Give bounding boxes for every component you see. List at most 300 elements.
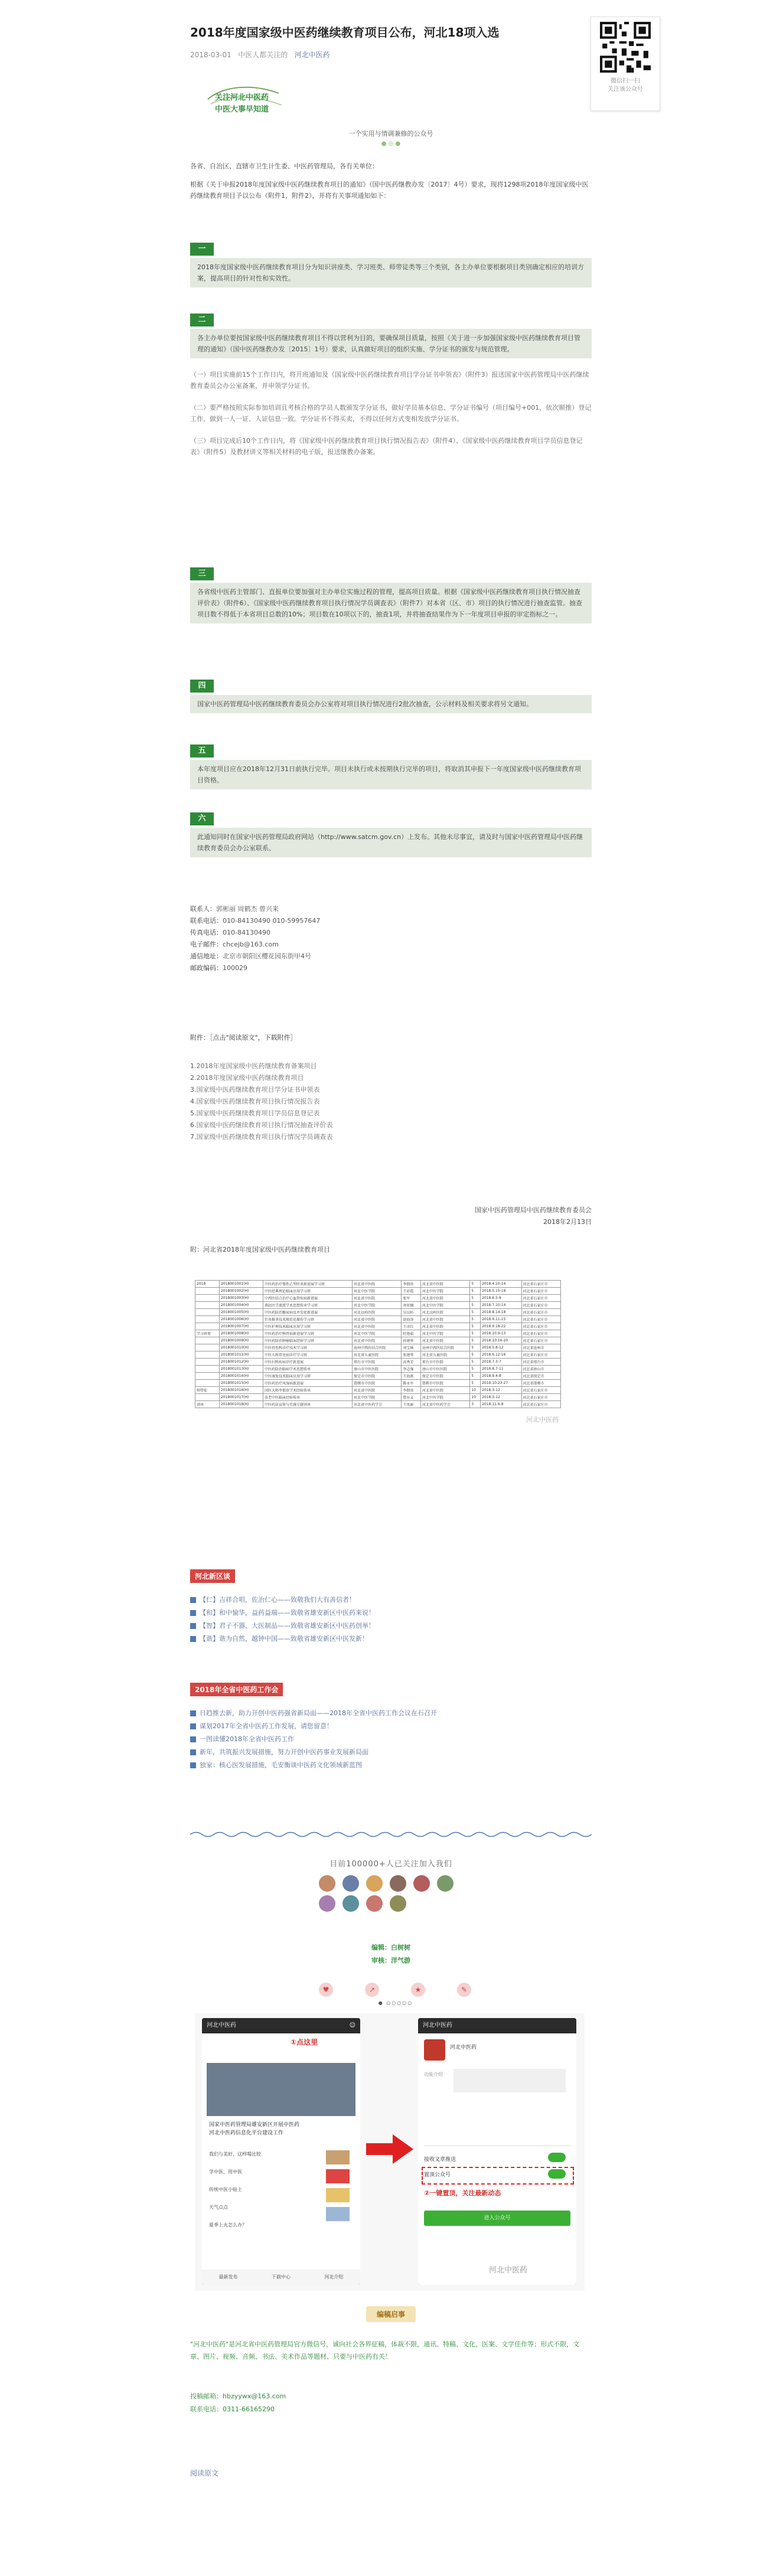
- contact-people: 郭彬丽 周鹤杰 曾兴来: [216, 905, 279, 913]
- table-cell: 2018.9.18-22: [481, 1323, 521, 1330]
- toggle-label-push: 接收文章推送: [424, 2157, 456, 2163]
- menu-tab[interactable]: 最新发布: [218, 2274, 238, 2280]
- lead-news-title: [209, 2121, 351, 2137]
- arrow-right-icon: [366, 2134, 413, 2164]
- notice-text: "河北中医药"是河北省中医药管理局官方微信号，诚向社会各界征稿，体裁不限，通讯、特稿、文化、医案、文学佳作等；形式不限，文章、图片、视频、音频、书法、美术作品等题材、只要与中医药有关！: [190, 2340, 580, 2360]
- bullet-icon: [190, 1736, 196, 1742]
- submission-email: hbzyywx@163.com: [223, 2392, 286, 2400]
- table-cell: 2018.5.15-19: [481, 1288, 521, 1295]
- table-cell: 河北以岭医院: [353, 1309, 402, 1316]
- section-tag: 三: [190, 567, 214, 580]
- attachment-item[interactable]: 5.国家级中医药继续教育项目学员信息登记表: [190, 1109, 320, 1117]
- section-tag: 四: [190, 680, 214, 693]
- attachment-item[interactable]: 3.国家级中医药继续教育项目学分证书申领表: [190, 1086, 320, 1093]
- table-cell: 2018001008(H): [219, 1330, 263, 1337]
- news-list: [209, 2146, 321, 2234]
- table-cell: 河北省石家庄市: [521, 1337, 560, 1344]
- table-row: [195, 1288, 561, 1295]
- table-cell: 保定市中医院: [353, 1373, 402, 1380]
- table-cell: 张建华: [402, 1351, 421, 1359]
- table-row: [195, 1281, 561, 1288]
- signature-date: 2018年2月13日: [543, 1218, 592, 1226]
- avatar: [342, 1895, 359, 1912]
- table-cell: 河北省中医院: [353, 1295, 402, 1302]
- avatar-row: [319, 1875, 472, 1896]
- table-cell: 邯郸市中医院: [353, 1380, 402, 1387]
- qr-caption-2: 关注该公众号: [608, 86, 643, 93]
- news-title[interactable]: 【仁】吉祥合唱，佐治仁心——致敬我们大有善信者！: [200, 1596, 355, 1604]
- func-desc: [454, 2069, 566, 2092]
- hebei-news: [190, 1569, 592, 1645]
- table-cell: 河北省中医院: [420, 1316, 469, 1323]
- table-cell: 河北省石家庄市: [521, 1351, 560, 1359]
- table-cell: 河北省中医院: [353, 1387, 402, 1394]
- table-cell: 中医药治疗风湿病新进展: [263, 1380, 352, 1387]
- attachments: [190, 1032, 592, 1143]
- table-cell: [195, 1366, 220, 1373]
- table-cell: 河北省沧州市: [521, 1344, 560, 1351]
- banner-line-2: 中医大事早知道: [215, 105, 269, 114]
- news-link[interactable]: [190, 1746, 592, 1759]
- table-cell: 河北省中医院: [353, 1281, 402, 1288]
- publish-date: 2018-03-01: [190, 51, 231, 59]
- table-row: [195, 1323, 561, 1330]
- news-title[interactable]: 独家：核心医发展措施，毛安衡谈中医药文化领域新蓝图: [200, 1761, 362, 1769]
- bullet-icon: [190, 1710, 196, 1716]
- signature: [190, 1204, 592, 1228]
- table-cell: 河北中医学院: [353, 1288, 402, 1295]
- toggle-label-pin: 置顶公众号: [424, 2172, 451, 2178]
- table-row: [195, 1373, 561, 1380]
- table-cell: 王彩霞: [402, 1288, 421, 1295]
- table-cell: 河北省中医院: [353, 1337, 402, 1344]
- bullet-icon: [190, 1762, 196, 1768]
- table-cell: [195, 1344, 220, 1351]
- section-tag: 一: [190, 243, 214, 256]
- table-cell: 李佃贵: [402, 1387, 421, 1394]
- avatar: [366, 1895, 383, 1912]
- news-link[interactable]: [190, 1633, 592, 1645]
- guide-watermark: 河北中医药: [489, 2266, 528, 2275]
- attachment-item[interactable]: 7.国家级中医药继续教育项目执行情况学员调查表: [190, 1133, 333, 1141]
- table-row: [195, 1380, 561, 1387]
- table-cell: 2018001001(H): [219, 1281, 263, 1288]
- callout-pin: ②一键置顶，关注最新动态: [424, 2189, 501, 2197]
- table-cell: 中医经典理论临床应用学习班: [263, 1288, 352, 1295]
- table-cell: 2018.8.14-18: [481, 1309, 521, 1316]
- news-line: 学中医，用中医: [209, 2169, 242, 2175]
- table-cell: 沧州中西医结合医院: [420, 1344, 469, 1351]
- contact-phone: 010-84130490 010-59957647: [223, 917, 321, 925]
- account-link[interactable]: 河北中医药: [294, 51, 330, 59]
- table-cell: 邢台市中医院: [420, 1359, 469, 1366]
- contact-label: 联系人：: [190, 905, 216, 913]
- contact-block: [190, 903, 592, 974]
- table-cell: 邢台市中医院: [353, 1359, 402, 1366]
- table-cell: 杜艳茹: [402, 1330, 421, 1337]
- table-cell: 2018001016(H): [219, 1387, 263, 1394]
- table-cell: 王海燕: [402, 1373, 421, 1380]
- table-row: [195, 1302, 561, 1309]
- section-tag: 六: [190, 812, 214, 825]
- editor-name: 白树树: [391, 1944, 410, 1951]
- follow-guide: [195, 2013, 585, 2291]
- news-title[interactable]: 【和】和中愉华，益药益瑞——致敬省雄安新区中医药来说！: [200, 1609, 375, 1617]
- table-cell: 3: [470, 1401, 481, 1408]
- contact-label: 电子邮件：: [190, 941, 223, 948]
- table-cell: 中医药防治糖尿病及并发症新进展: [263, 1309, 352, 1316]
- banner-line-1: 关注河北中医药: [215, 93, 269, 102]
- section-4: [190, 679, 592, 713]
- section-6: [190, 812, 592, 857]
- thumb: [326, 2188, 350, 2202]
- table-cell: [195, 1288, 220, 1295]
- table-cell: 河北省邢台市: [521, 1359, 560, 1366]
- news-link[interactable]: [190, 1733, 592, 1746]
- avatar: [319, 1895, 335, 1912]
- table-cell: 讲座: [195, 1401, 220, 1408]
- notice-badge-wrap: [190, 2306, 592, 2322]
- attachment-item[interactable]: 4.国家级中医药继续教育项目执行情况报告表: [190, 1098, 320, 1105]
- table-cell: 中医康复技术临床应用学习班: [263, 1373, 352, 1380]
- news-photo: [207, 2063, 355, 2116]
- news-title[interactable]: 日趋推去新，助力开创中医药强省新局面——2018年全省中医药工作会议在石召开: [200, 1709, 437, 1717]
- table-row: [195, 1394, 561, 1401]
- like-icon[interactable]: ♥: [319, 1983, 333, 1997]
- table-cell: 河北省保定市: [521, 1373, 560, 1380]
- section-tag: 二: [190, 314, 214, 327]
- table-row: [195, 1351, 561, 1359]
- attachments-list: [190, 1060, 592, 1143]
- table-cell: 唐山市中医医院: [353, 1366, 402, 1373]
- conference-news-list: [190, 1707, 592, 1772]
- table-cell: 2018001017(H): [219, 1394, 263, 1401]
- news-line: 国家中医药管理局雄安新区开展中医药: [209, 2122, 300, 2128]
- hebei-news-banner: 河北新区谈: [190, 1569, 235, 1583]
- table-row: [195, 1309, 561, 1316]
- table-cell: [195, 1337, 220, 1344]
- table-cell: 高秀芳: [402, 1359, 421, 1366]
- table-cell: 王凤丽: [402, 1401, 421, 1408]
- editor-label: 编辑：: [371, 1944, 391, 1951]
- news-link[interactable]: [190, 1607, 592, 1620]
- table-cell: 10: [470, 1387, 481, 1394]
- attachment-link[interactable]: 国家级中医药继续教育项目执行情况学员调查表: [196, 1133, 333, 1141]
- table-cell: 5: [470, 1373, 481, 1380]
- table-cell: 河北中医学院: [420, 1302, 469, 1309]
- table-row: [195, 1401, 561, 1408]
- table-cell: 2018.9.11-15: [481, 1316, 521, 1323]
- table-cell: 河北中医学院: [353, 1394, 402, 1401]
- table-cell: 陈永军: [402, 1380, 421, 1387]
- table-cell: 5: [470, 1316, 481, 1323]
- table-cell: 中医药法宣传与实施专题讲座: [263, 1401, 352, 1408]
- table-row: [195, 1295, 561, 1302]
- table-cell: 中医妇科疾病诊疗新进展: [263, 1359, 352, 1366]
- table-cell: 5: [470, 1351, 481, 1359]
- table-cell: 曹东义: [402, 1394, 421, 1401]
- contact-fax: 010-84130490: [223, 929, 270, 936]
- table-cell: 河北省石家庄市: [521, 1394, 560, 1401]
- phone-right: [418, 2018, 576, 2285]
- table-row: [195, 1387, 561, 1394]
- table-cell: [195, 1323, 220, 1330]
- section-2: [190, 313, 592, 458]
- table-cell: 中医骨伤科诊疗技术学习班: [263, 1344, 352, 1351]
- avatar: [319, 1875, 335, 1892]
- table-cell: 中医药治疗慢性乙型肝炎新进展学习班: [263, 1281, 352, 1288]
- news-link[interactable]: [190, 1594, 592, 1607]
- enter-account-button[interactable]: 进入公众号: [424, 2211, 570, 2226]
- phone-left-title: 河北中医药: [207, 2022, 236, 2029]
- table-cell: 河北省中医药学会: [420, 1401, 469, 1408]
- table-cell: 河北中医学院: [420, 1394, 469, 1401]
- signature-org: 国家中医药管理局中医药继续教育委员会: [475, 1206, 592, 1214]
- table-cell: 5: [470, 1288, 481, 1295]
- avatar: [437, 1875, 454, 1892]
- table-cell: 赵海涛: [402, 1316, 421, 1323]
- table-cell: 张军: [402, 1295, 421, 1302]
- menu-tab[interactable]: 河北介绍: [324, 2274, 344, 2280]
- contact-address: 北京市朝阳区樱花园东街甲4号: [223, 952, 311, 960]
- table-cell: 2018.11.6-8: [481, 1401, 521, 1408]
- table-cell: 河北省儿童医院: [353, 1351, 402, 1359]
- attachment-link[interactable]: 2018年度国家级中医药继续教育项目: [196, 1074, 304, 1082]
- table-cell: 河北省石家庄市: [521, 1401, 560, 1408]
- table-cell: 2018001003(H): [219, 1295, 263, 1302]
- section-paragraph: 各省级中医药主管部门、直报单位要加强对主办单位实施过程的管理，提高项目质量。根据《国家级中医药继续教育项目执行情况抽查评价表》（附件6）、《国家级中医药继续教育项目执行情况学员调查表》（附件7）对本省（区、市）项目的执行情况进行抽查监管。抽查项目数不得低于本省项目总数的10%；项目数在10项以下的，抽查1项，并将抽查结果作为下一年度项目申报的审定指标之一。: [197, 588, 582, 618]
- func-label: 功能介绍: [424, 2072, 443, 2077]
- table-row: [195, 1359, 561, 1366]
- table-cell: [195, 1316, 220, 1323]
- section-subparagraph: （一）项目实施前15个工作日内，将开班通知及《国家级中医药继续教育项目学分证书申领表》（附件3）报送国家中医药管理局中医药继续教育委员会办公室备案，并申领学分证书。: [190, 371, 589, 390]
- attachment-item[interactable]: 6.国家级中医药继续教育项目执行情况抽查评价表: [190, 1121, 333, 1129]
- table-cell: 2018.8.7-11: [481, 1366, 521, 1373]
- push-toggle[interactable]: [548, 2153, 566, 2162]
- news-line: 河北中医药信息化平台建设工作: [209, 2130, 284, 2136]
- news-link[interactable]: [190, 1620, 592, 1633]
- attachment-link[interactable]: 国家级中医药继续教育项目执行情况报告表: [196, 1098, 320, 1105]
- attachment-item[interactable]: 1.2018年度国家级中医药继续教育备案项目: [190, 1062, 317, 1070]
- table-cell: 河北省石家庄市: [521, 1295, 560, 1302]
- table-cell: 李佃贵: [402, 1281, 421, 1288]
- table-cell: [195, 1295, 220, 1302]
- table-cell: [195, 1380, 220, 1387]
- attachment-link[interactable]: 国家级中医药继续教育项目学分证书申领表: [196, 1086, 320, 1093]
- notice-badge: 编稿启事: [366, 2306, 416, 2322]
- conference-news: [190, 1683, 592, 1772]
- share-icon[interactable]: ↗: [365, 1983, 379, 1997]
- attachment-link[interactable]: 国家级中医药继续教育项目执行情况抽查评价表: [196, 1121, 333, 1129]
- table-cell: [195, 1359, 220, 1366]
- table-cell: 2018.7.3-7: [481, 1359, 521, 1366]
- table-cell: 河北省石家庄市: [521, 1330, 560, 1337]
- phone-label: 联系电话：: [190, 2405, 223, 2413]
- attachment-link[interactable]: 国家级中医药继续教育项目学员信息登记表: [196, 1109, 320, 1117]
- qr-card: [590, 17, 660, 111]
- avatar: [390, 1895, 406, 1912]
- table-row: [195, 1344, 561, 1351]
- table-cell: 针灸推拿技术规范化操作学习班: [263, 1316, 352, 1323]
- table-cell: 2018.10.9-13: [481, 1330, 521, 1337]
- bullet-icon: [190, 1610, 196, 1616]
- table-row: [195, 1316, 561, 1323]
- table-cell: 中医药防治脑病学术思想传承: [263, 1366, 352, 1373]
- table-cell: 中医护理技术临床应用学习班: [263, 1323, 352, 1330]
- section-subparagraph: （三）项目完成后10个工作日内，将《国家级中医药继续教育项目执行情况报告表》（附件4）、《国家级中医药继续教育项目学员信息登记表》（附件5）及教材讲义等相关材料的电子版，报送继教办备案。: [190, 437, 583, 456]
- conference-news-banner: 2018年全省中医药工作会: [190, 1683, 283, 1696]
- table-cell: 2018.6.5-9: [481, 1295, 521, 1302]
- news-line: 传统中医小贴士: [209, 2187, 242, 2192]
- table-cell: 2018.9.4-8: [481, 1373, 521, 1380]
- callout-click-here: ①点这里: [291, 2038, 318, 2046]
- table-cell: 河北省儿童医院: [420, 1351, 469, 1359]
- table-cell: 中医药治疗脾胃病新进展学习班: [263, 1330, 352, 1337]
- news-title[interactable]: 一图读懂2018年全省中医药工作: [200, 1735, 294, 1743]
- table-cell: 2018.6.12-16: [481, 1351, 521, 1359]
- pin-toggle[interactable]: [548, 2169, 566, 2179]
- annex-note: 附：河北省2018年度国家级中医药继续教育项目: [190, 1246, 330, 1253]
- table-cell: 河北省邯郸市: [521, 1380, 560, 1387]
- article-title: 2018年度国家级中医药继续教育项目公布，河北18项入选: [190, 25, 500, 40]
- menu-tab[interactable]: 下载中心: [271, 2274, 291, 2280]
- table-cell: 河北省石家庄市: [521, 1302, 560, 1309]
- bottom-menu: [202, 2270, 360, 2285]
- wave-divider: [190, 1830, 592, 1839]
- news-line: 天气点点: [209, 2205, 228, 2210]
- news-title[interactable]: 新年，共筑振兴发展措施，努力开创中医药事业发展新局面: [200, 1748, 368, 1756]
- contact-label: 通信地址：: [190, 952, 223, 960]
- news-link[interactable]: [190, 1707, 592, 1720]
- table-cell: 河北省中医院: [353, 1323, 402, 1330]
- project-table: [195, 1280, 573, 1428]
- table-cell: 河北以岭医院: [420, 1309, 469, 1316]
- table-cell: 中西医结合治疗心血管疾病新进展: [263, 1295, 352, 1302]
- table-cell: 河北中医学院: [353, 1302, 402, 1309]
- table-cell: 保定市中医院: [420, 1373, 469, 1380]
- table-cell: 河北省中医院: [420, 1387, 469, 1394]
- table-cell: 河北省中医院: [420, 1295, 469, 1302]
- credits: [190, 1941, 592, 1967]
- table-cell: 学习班类: [195, 1330, 220, 1337]
- greeting: 各省、自治区、直辖市卫生计生委、中医药管理局，各有关单位：: [190, 162, 379, 170]
- account-logo: [424, 2039, 445, 2061]
- table-cell: 5: [470, 1281, 481, 1288]
- table-cell: 国医大师李佃贵学术经验传承: [263, 1387, 352, 1394]
- section-paragraph: 本年度项目应在2018年12月31日前执行完毕。项目未执行或未按期执行完毕的项目，将取消其申报下一年度国家级中医药继续教育项目资格。: [197, 765, 581, 784]
- avatar: [342, 1875, 359, 1892]
- qr-code-icon: [600, 22, 651, 73]
- news-title[interactable]: 【谐】谐为自然，越钟中国——致敬省雄安新区中医发新！: [200, 1635, 368, 1643]
- account-banner: [190, 81, 592, 146]
- avatar: [390, 1875, 406, 1892]
- table-watermark: 河北中医药: [526, 1416, 559, 1424]
- table-cell: [195, 1309, 220, 1316]
- attachment-link[interactable]: 2018年度国家级中医药继续教育备案项目: [196, 1062, 317, 1070]
- contact-label: 邮政编码：: [190, 964, 223, 972]
- news-link[interactable]: [190, 1720, 592, 1733]
- table-cell: 5: [470, 1309, 481, 1316]
- section-paragraph: 2018年度国家级中医药继续教育项目分为知识讲座类、学习班类、师带徒类等三个类别，各主办单位要根据项目类别确定相应的培训方案，提高项目的针对性和实效性。: [197, 263, 584, 282]
- table-cell: 2018.10.23-27: [481, 1380, 521, 1387]
- news-title[interactable]: 谋划2017年全省中医药工作发展，请您留意！: [200, 1722, 333, 1730]
- table-cell: 2018001007(H): [219, 1323, 263, 1330]
- table-cell: 2018001018(H): [219, 1401, 263, 1408]
- table-cell: 2018001011(H): [219, 1351, 263, 1359]
- table-cell: 2018001013(H): [219, 1366, 263, 1373]
- section-subparagraph: （二）要严格按照实际参加培训且考核合格的学员人数颁发学分证书，做好学员基本信息、学分证书编号（项目编号+001，依次顺推）登记工作，做到一人一证、人证信息一致。学分证书不得买卖，不得以任何方式变相发放学分证书。: [190, 404, 592, 423]
- avatar: [366, 1875, 383, 1892]
- comment-icon[interactable]: ✎: [457, 1983, 471, 1997]
- table-cell: 中医儿科常见病诊疗学习班: [263, 1351, 352, 1359]
- table-cell: 2018001009(H): [219, 1337, 263, 1344]
- news-title[interactable]: 【智】君子不器，大医制品——致敬省雄安新区中医药创举！: [200, 1622, 375, 1630]
- table-cell: 吴以岭: [402, 1309, 421, 1316]
- bullet-icon: [190, 1723, 196, 1729]
- table-cell: 河北省石家庄市: [521, 1323, 560, 1330]
- table-cell: 师带徒: [195, 1387, 220, 1394]
- read-original-link[interactable]: 阅读原文: [190, 2469, 219, 2477]
- favorite-icon[interactable]: ★: [411, 1983, 425, 1997]
- reviewer-label: 审核：: [371, 1957, 391, 1964]
- table-cell: 王彦红: [402, 1323, 421, 1330]
- follow-count: 目前100000+人已关注加入我们: [329, 1860, 452, 1869]
- table-cell: 李志强: [402, 1366, 421, 1373]
- table-cell: 名老中医临床经验传承: [263, 1394, 352, 1401]
- notice-contact: [190, 2390, 592, 2416]
- table-cell: 河北省中医药学会: [353, 1401, 402, 1408]
- table-cell: 河北省唐山市: [521, 1366, 560, 1373]
- table-cell: 刘宝林: [402, 1344, 421, 1351]
- carousel-dots: ● ○○○○○: [378, 2000, 413, 2006]
- news-link[interactable]: [190, 1759, 592, 1772]
- table-cell: 河北省中医院: [353, 1316, 402, 1323]
- reviewer-name: 洋气游: [391, 1957, 410, 1964]
- attachment-item[interactable]: 2.2018年度国家级中医药继续教育项目: [190, 1074, 304, 1082]
- bullet-icon: [190, 1749, 196, 1755]
- contact-zip: 100029: [223, 964, 247, 972]
- qr-caption-1: 微信扫一扫: [611, 78, 640, 84]
- table-cell: 2018001010(H): [219, 1344, 263, 1351]
- table-cell: 5: [470, 1295, 481, 1302]
- table-cell: 河北中医学院: [420, 1330, 469, 1337]
- table-row: [195, 1330, 561, 1337]
- article-meta: [190, 50, 592, 60]
- table-cell: 2018001002(H): [219, 1288, 263, 1295]
- phone-right-title: 河北中医药: [423, 2022, 452, 2029]
- table-cell: 燕赵医学流派学术思想传承学习班: [263, 1302, 352, 1309]
- table-cell: 沧州中西医结合医院: [353, 1344, 402, 1351]
- bullet-icon: [190, 1597, 196, 1603]
- table-cell: 河北省中医院: [420, 1337, 469, 1344]
- table-row: [195, 1337, 561, 1344]
- contact-label: 传真电话：: [190, 929, 223, 936]
- bullet-icon: [190, 1636, 196, 1642]
- table-cell: 河北中医学院: [420, 1288, 469, 1295]
- table-cell: 5: [470, 1344, 481, 1351]
- section-tag: 五: [190, 745, 214, 758]
- table-cell: 中医药防治肿瘤临床经验学习班: [263, 1337, 352, 1344]
- table-cell: 河北中医学院: [353, 1330, 402, 1337]
- attachments-title: 附件：［点击"阅读原文"，下载附件］: [190, 1034, 297, 1041]
- news-line: 我们与美好，这样喝比较: [209, 2151, 261, 2157]
- table-cell: [195, 1373, 220, 1380]
- table-cell: 邯郸市中医院: [420, 1380, 469, 1387]
- table-cell: 2018.3-12: [481, 1394, 521, 1401]
- table-row: [195, 1366, 561, 1373]
- section-paragraph: 此通知同时在国家中医药管理局政府网站（http://www.satcm.gov.cn）上发布。其他未尽事宜，请及时与国家中医药管理局中医药继续教育委员会办公室联系。: [197, 833, 583, 852]
- table-cell: 河北省石家庄市: [521, 1316, 560, 1323]
